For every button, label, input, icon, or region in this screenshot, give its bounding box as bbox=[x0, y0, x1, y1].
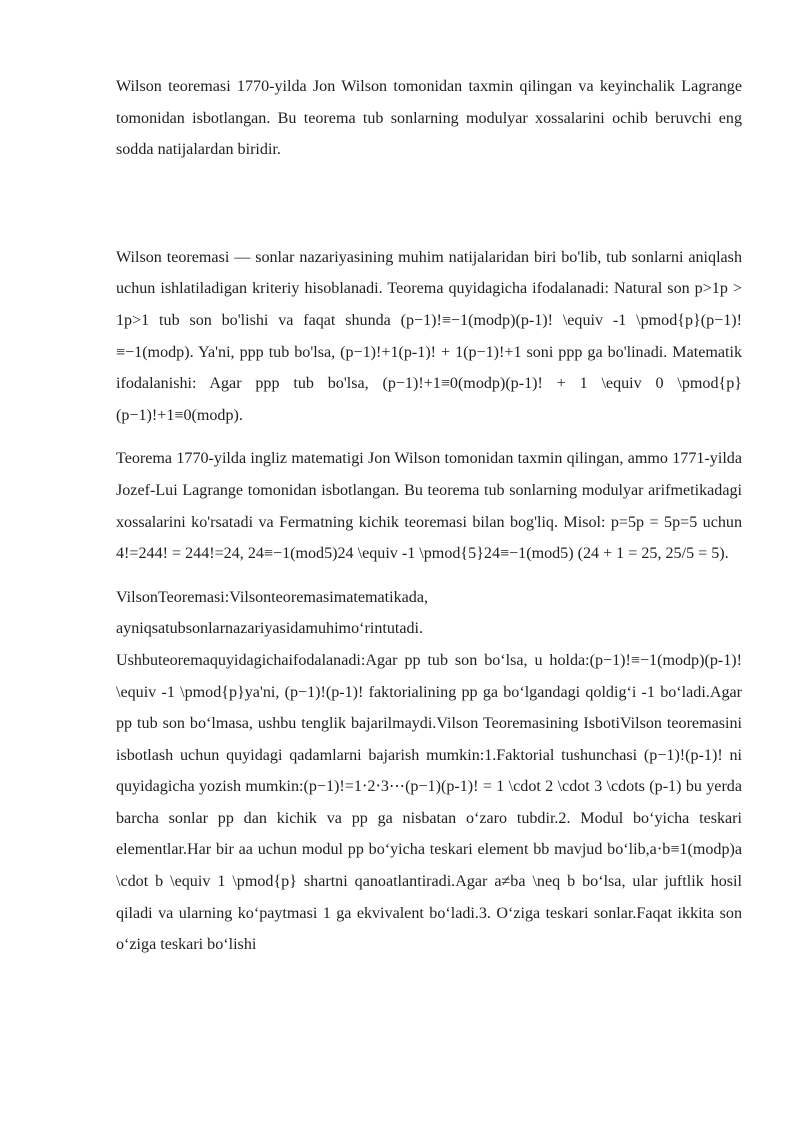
proof-paragraph: Ushbuteoremaquyidagichaifodalanadi:Agar pp tub son bo‘lsa, u holda:(p−1)!≡−1(modp)(p-1)! \equiv -1 \pmod{p}ya'ni, (p−1)!(p-1)! faktorialining pp ga bo‘lgandagi qoldig‘i -1 bo‘ladi.Agar pp tub son bo‘lmasa, ushbu tenglik bajarilmaydi.Vilson Teoremasining IsbotiVilson teoremasini isbotlash uchun quyidagi qadamlarni bajarish mumkin:1.Faktorial tushunchasi (p−1)!(p-1)! ni quyidagicha yozish mumkin:(p−1)!=1⋅2⋅3⋯(p−1)(p-1)! = 1 \cdot 2 \cdot 3 \cdots (p-1) bu yerda barcha sonlar pp dan kichik va pp ga nisbatan o‘zaro tubdir.2. Modul bo‘yicha teskari elementlar.Har bir aa uchun modul pp bo‘yicha teskari element bb mavjud bo‘lib,a⋅b≡1(modp)a \cdot b \equiv 1 \pmod{p} shartni qanoatlantiradi.Agar a≠ba \neq b bo‘lsa, ular juftlik hosil qiladi va ularning ko‘paytmasi 1 ga ekvivalent bo‘ladi.3. O‘ziga teskari sonlar.Faqat ikkita son o‘ziga teskari bo‘lishi bbox=[116, 651, 742, 954]
vilson-intro-line: ayniqsatubsonlarnazariyasidamuhimo‘rintutadi. bbox=[116, 620, 424, 638]
vilson-heading-line: VilsonTeoremasi:Vilsonteoremasimatematikada, bbox=[116, 588, 429, 606]
history-paragraph: Teorema 1770-yilda ingliz matematigi Jon Wilson tomonidan taxmin qilingan, ammo 1771-yilda Jozef-Lui Lagrange tomonidan isbotlangan. Bu teorema tub sonlarning modulyar arifmetikadagi xossalarini ko'rsatadi va Fermatning kichik teoremasi bilan bog'liq. Misol: p=5p = 5p=5 uchun 4!=244! = 244!=24, 24≡−1(mod5)24 \equiv -1 \pmod{5}24≡−1(mod5) (24 + 1 = 25, 25/5 = 5). bbox=[116, 450, 742, 563]
intro-paragraph: Wilson teoremasi 1770-yilda Jon Wilson tomonidan taxmin qilingan va keyinchalik Lagrange tomonidan isbotlangan. Bu teorema tub sonlarning modulyar xossalarini ochib beruvchi eng sodda natijalardan biridir. bbox=[116, 78, 742, 159]
theorem-definition-paragraph: Wilson teoremasi — sonlar nazariyasining muhim natijalaridan biri bo'lib, tub sonlarni aniqlash uchun ishlatiladigan kriteriy hisoblanadi. Teorema quyidagicha ifodalanadi: Natural son p>1p > 1p>1 tub son bo'lishi va faqat shunda (p−1)!≡−1(modp)(p-1)! \equiv -1 \pmod{p}(p−1)!≡−1(modp). Ya'ni, ppp tub bo'lsa, (p−1)!+1(p-1)! + 1(p−1)!+1 soni ppp ga bo'linadi. Matematik ifodalanishi: Agar ppp tub bo'lsa, (p−1)!+1≡0(modp)(p-1)! + 1 \equiv 0 \pmod{p}(p−1)!+1≡0(modp). bbox=[116, 248, 742, 424]
document-page bbox=[116, 71, 742, 961]
